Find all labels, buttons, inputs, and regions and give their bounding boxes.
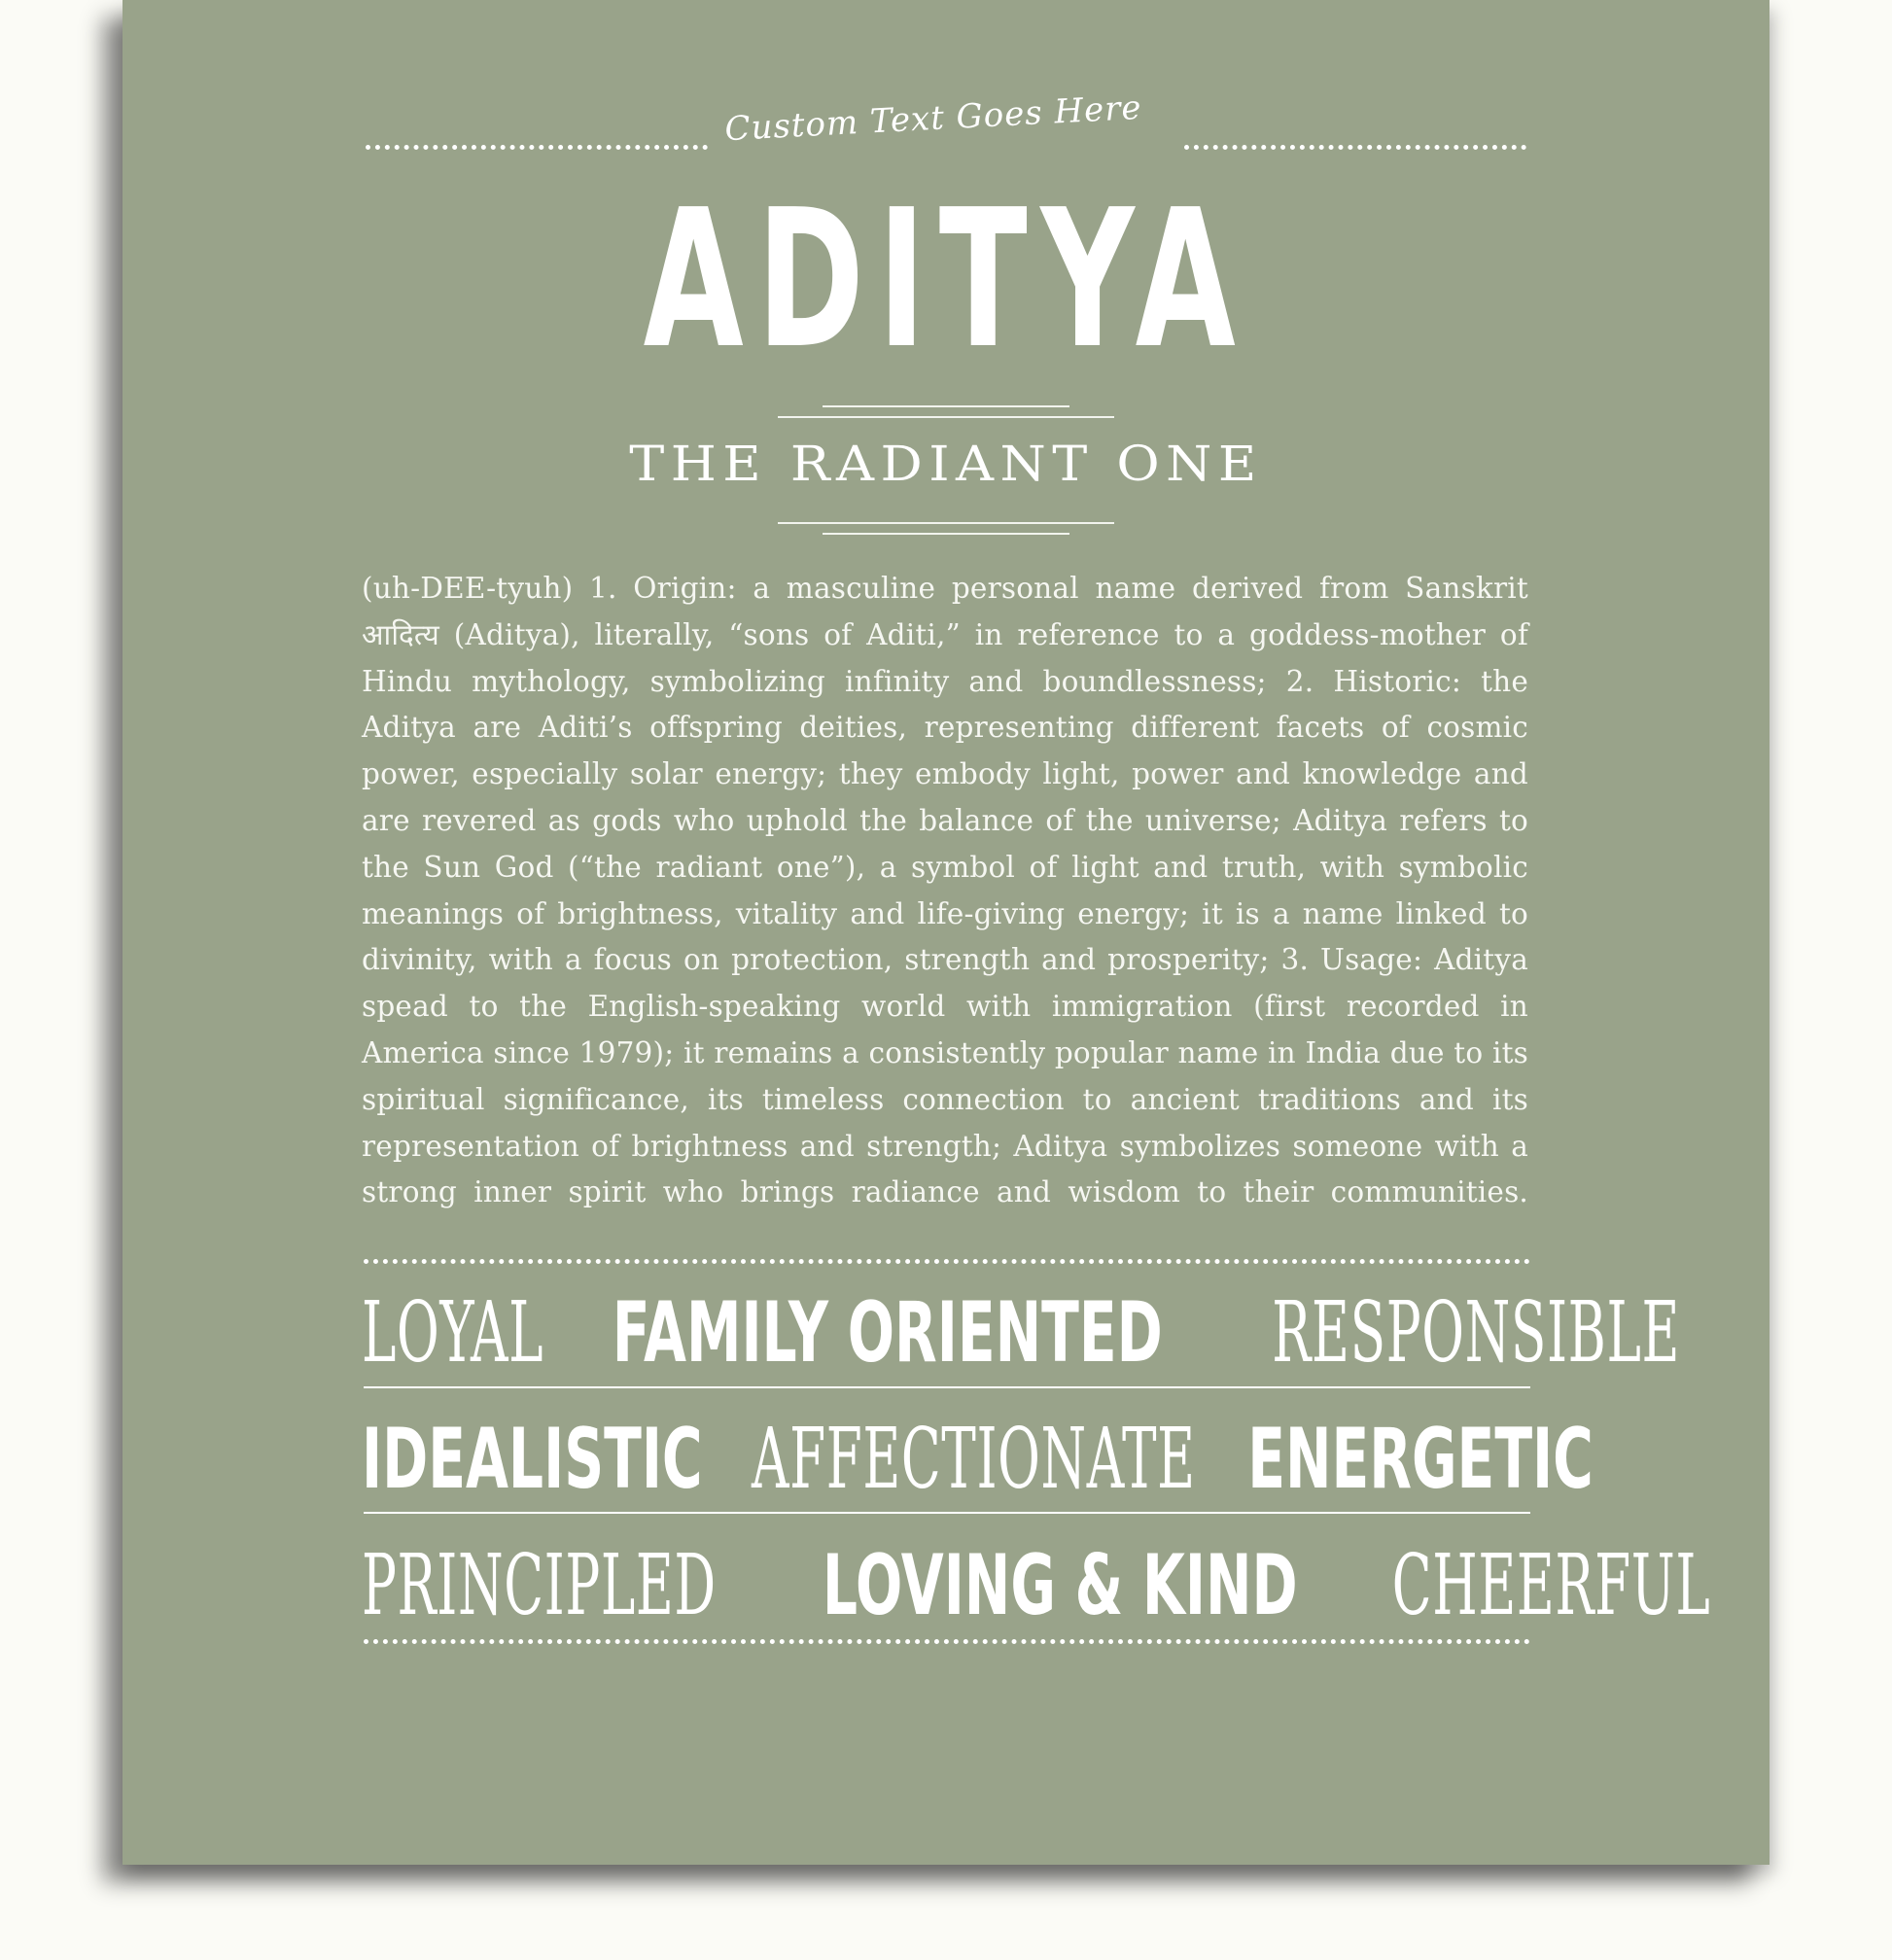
subtitle-top-rule-long	[778, 416, 1114, 418]
trait-word: AFFECTIONATE	[752, 1411, 1196, 1508]
trait-word: IDEALISTIC	[362, 1411, 703, 1508]
trait-word: LOYAL	[362, 1284, 544, 1382]
top-left-dotted-rule	[366, 145, 708, 150]
traits-divider-2	[364, 1512, 1530, 1514]
trait-word: RESPONSIBLE	[1272, 1284, 1681, 1382]
trait-row-1	[362, 1284, 1681, 1382]
trait-word: FAMILY ORIENTED	[612, 1284, 1163, 1382]
traits-divider-1	[364, 1386, 1530, 1388]
name-definition: (uh-DEE-tyuh) 1. Origin: a masculine personal name derived from Sanskrit आदित्य (Aditya), literally, “sons of Aditi,” in reference to a goddess-mother of Hindu mythology, symbolizing infinity and boundlessness; 2. Historic: the Aditya are Aditi’s offspring deities, representing different facets of cosmic power, especially solar energy; they embody light, power and knowledge and are revered as gods who uphold the balance of the universe; Aditya refers to the Sun God (“the radiant one”), a symbol of light and truth, with symbolic meanings of brightness, vitality and life-giving energy; it is a name linked to divinity, with a focus on protection, strength and prosperity; 3. Usage: Aditya spead to the English-speaking world with immigration (first recorded in America since 1979); it remains a consistently popular name in India due to its spiritual significance, its timeless connection to ancient traditions and its representation of brightness and strength; Aditya symbolizes someone with a strong inner spirit who brings radiance and wisdom to their communities.	[362, 572, 1528, 1209]
trait-row-3	[362, 1537, 1711, 1634]
name-meaning-subtitle: THE RADIANT ONE	[629, 436, 1263, 492]
trait-word: CHEERFUL	[1391, 1537, 1711, 1634]
trait-word: PRINCIPLED	[362, 1537, 717, 1634]
trait-word: ENERGETIC	[1247, 1411, 1594, 1508]
trait-row-2	[362, 1411, 1594, 1508]
subtitle-bottom-rule-short	[823, 533, 1069, 535]
trait-word: LOVING & KIND	[823, 1537, 1298, 1634]
name-heading: ADITYA	[643, 169, 1249, 391]
traits-top-dotted-rule	[364, 1259, 1530, 1264]
custom-text: Custom Text Goes Here	[723, 88, 1143, 150]
subtitle-bottom-rule-long	[778, 522, 1114, 524]
top-right-dotted-rule	[1184, 145, 1526, 150]
subtitle-top-rule-short	[823, 405, 1069, 407]
traits-bottom-dotted-rule	[364, 1639, 1530, 1644]
